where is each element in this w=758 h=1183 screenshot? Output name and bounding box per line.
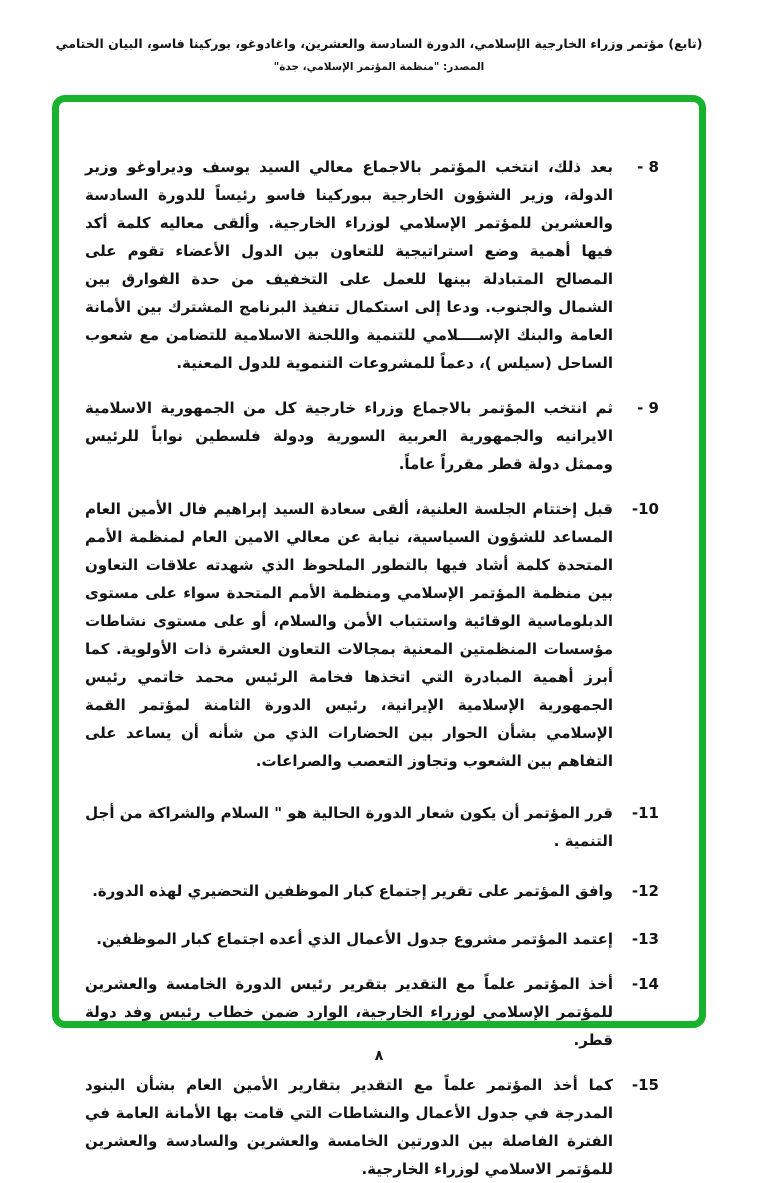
item-text: قبل إختتام الجلسة العلنية، ألقى سعادة السيد إبراهيم فال الأمين العام المساعد للشؤون السياسية، نيابة عن معالي الامين العام لمنظمة الأمم المتحدة كلمة أشاد فيها بالتطور الملحوظ الذي شهدته علاقات التعاون بين منظمة المؤتمر الإسلامي ومنظمة الأمم المتحدة سواء على مستوى الدبلوماسية الوقائية واستتباب الأمن والسلام، أو على مستوى نشاطات مؤسسات المنظمتين المعنية بمجالات التعاون العشرة ذات الأولوية. كما أبرز أهمية المبادرة التي اتخذها فخامة الرئيس محمد خاتمي رئيس الجمهورية الإسلامية الإيرانية، رئيس الدورة الثامنة لمؤتمر القمة الإسلامي بشأن الحوار بين الحضارات الذي من شأنه أن يساعد على التفاهم بين الشعوب وتجاوز التعصب والصراعات. xyxy=(85,500,613,770)
document-body xyxy=(59,102,699,1183)
green-frame-border xyxy=(52,95,706,1178)
list-item-11 xyxy=(85,799,659,855)
list-item-9 xyxy=(85,394,659,478)
item-text: وافق المؤتمر على تقرير إجتماع كبار الموظفين التحضيري لهذه الدورة. xyxy=(92,882,613,900)
item-text: إعتمد المؤتمر مشروع جدول الأعمال الذي أعده اجتماع كبار الموظفين. xyxy=(96,930,613,948)
list-item-8 xyxy=(85,153,659,377)
item-number: - 9 xyxy=(637,399,659,417)
item-number: -15 xyxy=(631,1076,659,1094)
page-header xyxy=(0,36,758,73)
document-source: المصدر: "منظمة المؤتمر الإسلامي، جدة" xyxy=(273,61,485,73)
item-text: أخذ المؤتمر علماً مع التقدير بتقرير رئيس الدورة الخامسة والعشرين للمؤتمر الإسلامي لوزراء الخارجية، الوارد ضمن خطاب رئيس وفد دولة قطر. xyxy=(85,975,613,1049)
item-number: -12 xyxy=(631,882,659,900)
item-text: ثم انتخب المؤتمر بالاجماع وزراء خارجية كل من الجمهورية الاسلامية الايرانيه والجمهورية العربية السورية ودولة فلسطين نواباً للرئيس وممثل دولة قطر مقرراً عاماً. xyxy=(85,399,613,473)
list-item-14 xyxy=(85,970,659,1054)
document-title: (تابع) مؤتمر وزراء الخارجية الإسلامي، الدورة السادسة والعشرين، واغادوغو، بوركينا فاسو، البيان الختامي xyxy=(55,36,703,51)
item-number: -14 xyxy=(631,975,659,993)
item-text: كما أخذ المؤتمر علماً مع التقدير بتقارير الأمين العام بشأن البنود المدرجة في جدول الأعمال والنشاطات التي قامت بها الأمانة العامة في الفترة الفاصلة بين الدورتين الخامسة والعشرين والسادسة والعشرين للمؤتمر الاسلامي لوزراء الخارجية. xyxy=(85,1076,613,1178)
list-item-13 xyxy=(85,925,659,953)
list-item-10 xyxy=(85,495,659,775)
item-number: - 8 xyxy=(637,158,659,176)
item-text: بعد ذلك، انتخب المؤتمر بالاجماع معالي السيد يوسف وديراوغو وزير الدولة، وزير الشؤون الخارجية ببوركينا فاسو رئيساً للدورة السادسة والعشرين للمؤتمر الإسلامي لوزراء الخارجية. وألقى معاليه كلمة أكد فيها أهمية وضع استراتيجية للتعاون بين الدول الأعضاء تقوم على المصالح المتبادلة بينها للعمل على التخفيف من حدة الفوارق بين الشمال والجنوب. ودعا إلى استكمال تنفيذ البرنامج المشترك بين الأمانة العامة والبنك الإســــلامي للتنمية واللجنة الاسلامية للتضامن مع شعوب الساحل (سيلس )، دعماً للمشروعات التنموية للدول المعنية. xyxy=(85,158,613,372)
page-number: ٨ xyxy=(374,1048,384,1064)
item-number: -10 xyxy=(631,500,659,518)
item-text: قرر المؤتمر أن يكون شعار الدورة الحالية هو " السلام والشراكة من أجل التنمية . xyxy=(85,804,613,850)
item-number: -11 xyxy=(631,804,659,822)
item-number: -13 xyxy=(631,930,659,948)
list-item-15 xyxy=(85,1071,659,1183)
list-item-12 xyxy=(85,877,659,905)
